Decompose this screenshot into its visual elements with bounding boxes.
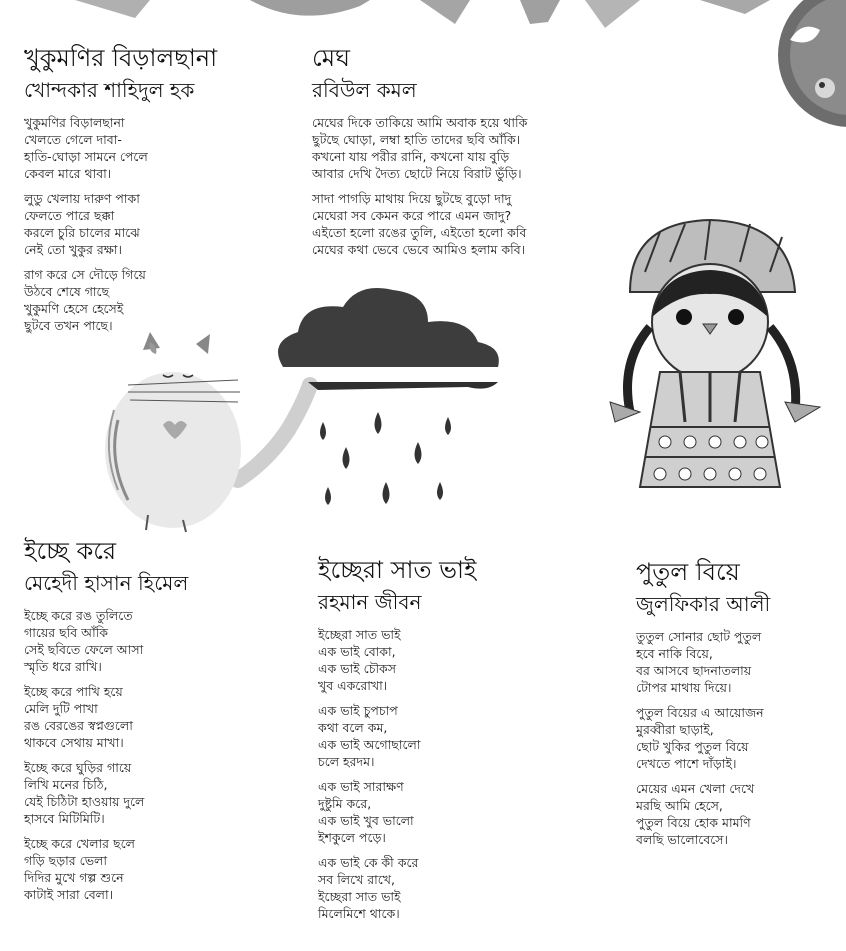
poem-title: মেঘ xyxy=(312,44,350,72)
poem-author: জুলফিকার আলী xyxy=(636,592,771,616)
poem-stanza: রাগ করে সে দৌড়ে গিয়ে উঠবে শেষে গাছে খুকুমণি হেসে হেসেই ছুটবে তখন পাছে। xyxy=(24,267,146,333)
poem-author: রহমান জীবন xyxy=(318,590,422,614)
poem-stanza: ইচ্ছে করে রঙ তুলিতে গায়ের ছবি আঁকি সেই ছবিতে ফেলে আসা স্মৃতি ধরে রাখি। xyxy=(24,608,144,674)
poem-author: মেহেদী হাসান হিমেল xyxy=(24,571,189,595)
poem-ichchhera-saat-bhai xyxy=(318,554,578,930)
poem-stanza: তুতুল সোনার ছোট পুতুল হবে নাকি বিয়ে, বর আসবে ছাদনাতলায় টোপর মাথায় দিয়ে। xyxy=(636,629,762,695)
poem-stanza: খুকুমণির বিড়ালছানা খেলতে গেলে দাবা- হাতি-ঘোড়া সামনে পেলে কেবল মারে থাবা। xyxy=(24,115,148,181)
poem-stanza: মেয়ের এমন খেলা দেখে মরছি আমি হেসে, পুতুল বিয়ে হোক মামণি বলছি ভালোবেসে। xyxy=(636,781,755,847)
poem-stanza: পুতুল বিয়ের এ আয়োজন মুরব্বীরা ছাড়াই, ছোট খুকির পুতুল বিয়ে দেখতে পাশে দাঁড়াই। xyxy=(636,705,764,771)
poem-stanza: সাদা পাগড়ি মাথায় দিয়ে ছুটছে বুড়ো দাদু মেঘেরা সব কেমন করে পারে এমন জাদু? এইতো হলো রঙের তুলি, এইতো হলো কবি মেঘের কথা ভেবে ভেবে আমিও হলাম কবি। xyxy=(312,191,527,257)
poem-title: ইচ্ছেরা সাত ভাই xyxy=(318,556,477,584)
poem-stanza: ইচ্ছে করে পাখি হয়ে মেলি দুটি পাখা রঙ বেরঙের স্বপ্নগুলো থাকবে সেথায় মাখা। xyxy=(24,684,133,750)
poem-stanza: ইচ্ছে করে ঘুড়ির গায়ে লিখি মনের চিঠি, যেই চিঠিটা হাওয়ায় দুলে হাসবে মিটিমিটি। xyxy=(24,760,145,826)
poem-putul-biye xyxy=(636,556,836,856)
poem-megh xyxy=(312,42,602,266)
rain-cloud-illustration xyxy=(268,282,508,532)
poem-stanza: এক ভাই কে কী করে সব লিখে রাখে, ইচ্ছেরা সাত ভাই মিলেমিশে থাকে। xyxy=(318,855,419,921)
poem-title: ইচ্ছে করে xyxy=(24,537,117,565)
poem-title: খুকুমণির বিড়ালছানা xyxy=(24,44,218,72)
poem-stanza: মেঘের দিকে তাকিয়ে আমি অবাক হয়ে থাকি ছুটছে ঘোড়া, লম্বা হাতি তাদের ছবি আঁকি। কখনো যায় পরীর রানি, কখনো যায় বুড়ি আবার দেখি দৈত্য ছোটে নিয়ে বিরাট ভুঁড়ি। xyxy=(312,115,528,181)
corner-logo-badge xyxy=(770,0,846,135)
poem-stanza: লুডু খেলায় দারুণ পাকা ফেলতে পারে ছক্কা করলে চুরি চালের মাঝে নেই তো খুকুর রক্ষা। xyxy=(24,191,140,257)
top-banner-decoration xyxy=(0,0,846,32)
poem-author: খোন্দকার শাহিদুল হক xyxy=(24,78,195,102)
poem-khukumonir-biralchhana xyxy=(24,42,284,342)
poem-stanza: এক ভাই চুপচাপ কথা বলে কম, এক ভাই অগোছালো চলে হরদম। xyxy=(318,703,421,769)
poem-stanza: এক ভাই সারাক্ষণ দুষ্টুমি করে, এক ভাই খুব ভালো ইশকুলে পড়ে। xyxy=(318,779,414,845)
poem-title: পুতুল বিয়ে xyxy=(636,558,740,586)
poem-stanza: ইচ্ছে করে খেলার ছলে গড়ি ছড়ার ভেলা দিদির মুখে গল্প শুনে কাটাই সারা বেলা। xyxy=(24,836,135,902)
poem-stanza: ইচ্ছেরা সাত ভাই এক ভাই বোকা, এক ভাই চৌকস খুব একরোখা। xyxy=(318,627,401,693)
poem-ichchhe-kore xyxy=(24,535,284,911)
doll-illustration xyxy=(590,212,835,497)
poem-author: রবিউল কমল xyxy=(312,78,417,102)
